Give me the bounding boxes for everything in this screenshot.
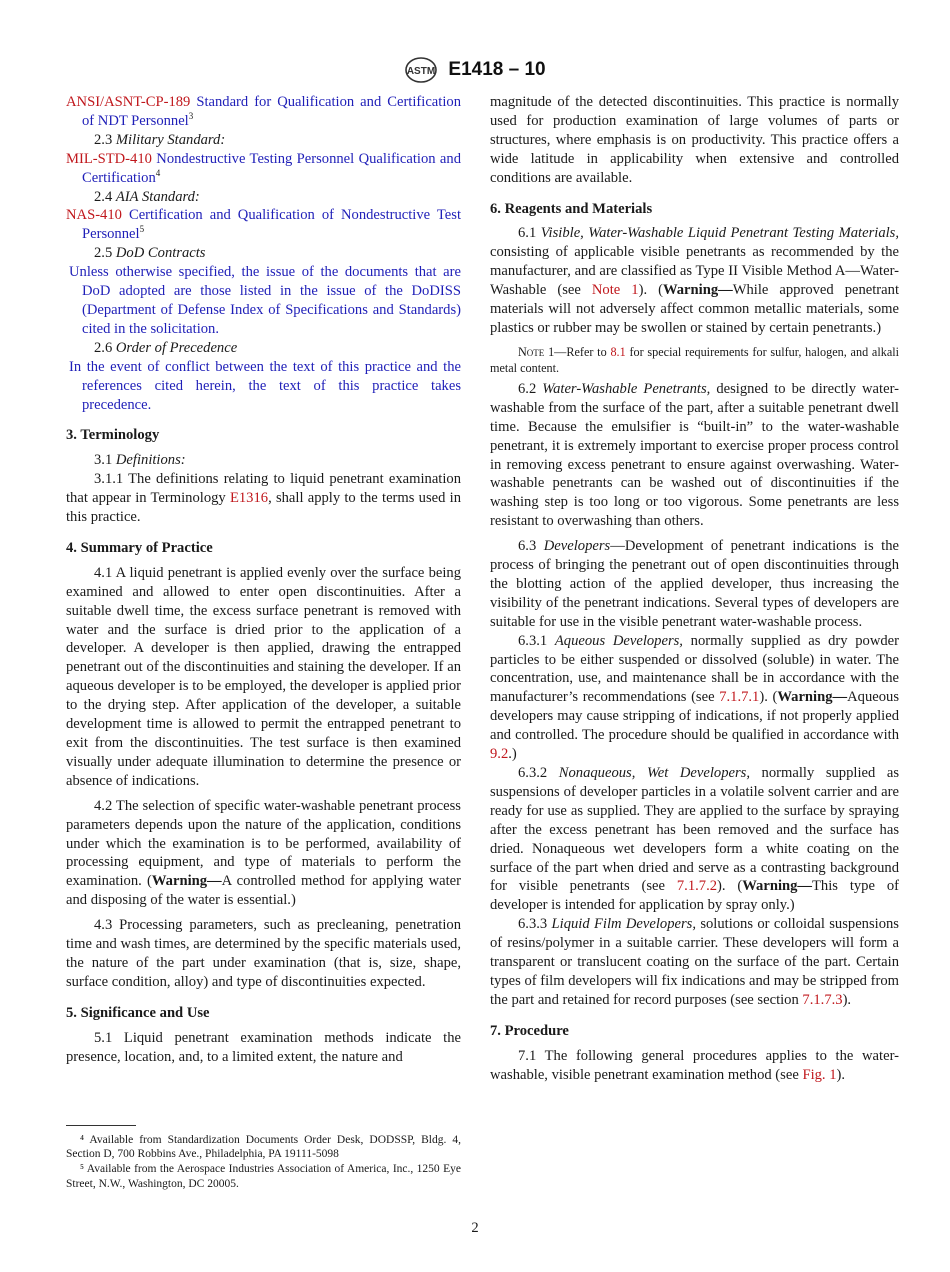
- footnotes: [66, 1133, 461, 1192]
- text-run: , shall apply to the terms used in this practice.: [66, 490, 461, 526]
- text-run: Liquid Film Developers,: [551, 916, 696, 933]
- paragraph: [66, 451, 461, 470]
- text-run: Warning—: [777, 689, 848, 706]
- text-run: 6.2: [518, 380, 543, 397]
- text-run: 2.4: [94, 188, 116, 205]
- text-run: Certification and Qualification of Nondestructive Test Personnel: [82, 207, 461, 243]
- text-run: Water-Washable Penetrants,: [542, 380, 711, 397]
- text-run: Aqueous developers may cause stripping of indications, if not properly applied and controlled. The procedure should be qualified in accordance with: [490, 689, 899, 744]
- reference-link[interactable]: NAS-410: [66, 207, 122, 224]
- text-run: ).: [842, 991, 852, 1008]
- reference-link[interactable]: Fig. 1: [802, 1066, 837, 1083]
- text-run: 3.1: [94, 452, 116, 469]
- paragraph: [66, 564, 461, 791]
- text-run: 6.3.2: [518, 765, 559, 781]
- text-run: Visible, Water-Washable Liquid Penetrant Testing Materials,: [540, 225, 899, 242]
- paragraph: [490, 537, 899, 632]
- text-run: 6.3: [518, 538, 544, 555]
- text-run: 6.3.1: [518, 632, 555, 649]
- text-run: 5. Significance and Use: [66, 1004, 210, 1021]
- paragraph: [66, 244, 461, 263]
- reference-link[interactable]: 8.1: [610, 344, 626, 359]
- text-run: magnitude of the detected discontinuities. This practice is normally used for production examination of large volumes of parts or structures, where emphasis is on productivity. This practice offers a wide latitude in applicability when extensive and controlled conditions are available.: [490, 94, 899, 186]
- paragraph: [490, 915, 899, 1010]
- page-number: 2: [471, 1220, 479, 1236]
- text-run: ). (: [759, 689, 778, 706]
- text-run: Warning—: [742, 878, 813, 895]
- text-run: 4.1 A liquid penetrant is applied evenly over the surface being examined and allowed to enter open discontinuities. After a suitable dwell time, the excess surface penetrant is removed with water and the surface is dried prior to the application of a developer. A developer is then applied, drawing the entrapped penetrant out of the discontinuities and staining the developer. If an aqueous developer is to be employed, the developer is applied prior to the drying step. After application of the developer, a suitable development time is allowed to permit the entrapped penetrant to exit from the discontinuities. The test surface is then examined visually under adequate illumination to determine the presence or absence of indications.: [66, 564, 461, 789]
- text-run: 2.6: [94, 339, 116, 356]
- paragraph: [66, 263, 461, 339]
- text-run: While approved penetrant materials will not adversely affect common metallic materials, some plastics or rubber may be swollen or stained by certain penetrants.): [490, 282, 899, 336]
- reference-link[interactable]: 7.1.7.3: [802, 991, 843, 1008]
- section-heading: [490, 200, 899, 219]
- paragraph: [490, 764, 899, 915]
- paragraph: [66, 1029, 461, 1067]
- text-run: AIA Standard:: [115, 188, 200, 205]
- paragraph: [66, 358, 461, 415]
- reference-link[interactable]: 7.1.7.1: [719, 689, 760, 706]
- text-run: Note: [518, 344, 545, 359]
- section-heading: [490, 1022, 899, 1041]
- footnote-marker: 4: [155, 167, 161, 178]
- text-run: for special requirements for sulfur, halogen, and alkali metal content.: [490, 344, 899, 375]
- text-run: A controlled method for applying water and disposing of the water is essential.): [66, 873, 461, 909]
- text-run: In the event of conflict between the text of this practice and the references cited herein, the text of this practice takes precedence.: [69, 358, 461, 413]
- text-run: consisting of applicable visible penetrants as recommended by the manufacturer, and are classified as Type II Visible Method A—Water-Washable (see: [490, 244, 899, 299]
- reference-link[interactable]: Note 1: [591, 282, 639, 299]
- text-run: .): [508, 746, 517, 763]
- section-heading: [66, 1004, 461, 1023]
- text-run: Warning—: [662, 282, 733, 299]
- paragraph: [490, 380, 899, 531]
- section-heading: [66, 539, 461, 558]
- text-run: ).: [836, 1066, 846, 1083]
- paragraph: [490, 632, 899, 764]
- paragraph: [490, 93, 899, 188]
- text-run: 6.3.3: [518, 916, 552, 933]
- text-run: solutions or colloidal suspensions of resins/polymer in a suitable carrier. These developers will form a transparent or translucent coating on the surface of the part. Certain types of film developers will fix indications and may be stripped from the part and retained for record purposes (see section: [490, 916, 899, 1008]
- text-run: 2.5: [94, 245, 116, 262]
- text-run: normally supplied as suspensions of developer particles in a volatile solvent carrier and are ready for use as supplied. They are applied to the surface by spraying after the excess penetrant has been removed and the surface has dried. Nonaqueous wet developers form a white coating on the surface of the part when dried and serve as a contrasting background for visible penetrants (see: [490, 765, 899, 895]
- text-run: Nondestructive Testing Personnel Qualification and Certification: [82, 150, 461, 186]
- text-run: 4. Summary of Practice: [66, 539, 213, 556]
- reference-link[interactable]: 7.1.7.2: [676, 878, 718, 895]
- text-run: ). (: [717, 878, 743, 895]
- text-run: ). (: [638, 282, 663, 299]
- text-run: 4.3 Processing parameters, such as precleaning, penetration time and wash times, are determined by the specific materials used, the nature of the part under examination (that is, size, shape, surface condition, alloy) and type of discontinuities expected.: [66, 917, 461, 990]
- text-run: 1—Refer to: [544, 344, 611, 359]
- paragraph: [66, 206, 461, 244]
- text-run: Aqueous Developers,: [554, 632, 683, 649]
- astm-logo-icon: [404, 56, 438, 84]
- paragraph: [66, 150, 461, 188]
- paragraph: [66, 797, 461, 910]
- paragraph: [66, 93, 461, 131]
- note: [490, 344, 899, 376]
- section-heading: [66, 426, 461, 445]
- text-run: 3. Terminology: [66, 427, 160, 444]
- reference-link[interactable]: 9.2: [490, 746, 509, 763]
- footnote-5: ⁵ Available from the Aerospace Industries Association of America, Inc., 1250 Eye Street, N.W., Washington, DC 20005.: [66, 1163, 461, 1190]
- document-id: E1418 – 10: [448, 59, 546, 80]
- text-run: Warning—: [151, 873, 222, 890]
- paragraph: [490, 224, 899, 337]
- text-run: Definitions:: [115, 452, 186, 469]
- text-run: —Development of penetrant indications is the process of bringing the penetrant out of open discontinuities through the blotting action of the applied developer, thus increasing the visibility of the penetrant indications. Several types of developers are suitable for use in the visible penetrant water-washable process.: [490, 538, 899, 630]
- text-run: 7. Procedure: [490, 1022, 569, 1039]
- text-run: 2.3: [94, 131, 116, 148]
- text-run: Developers: [543, 538, 611, 555]
- text-run: 3.1.1 The definitions relating to liquid penetrant examination that appear in Terminology: [66, 471, 461, 507]
- text-run: DoD Contracts: [115, 245, 206, 262]
- text-run: 6. Reagents and Materials: [490, 200, 653, 217]
- reference-link[interactable]: E1316: [229, 490, 269, 507]
- paragraph: [66, 188, 461, 207]
- text-run: Unless otherwise specified, the issue of the documents that are DoD adopted are those listed in the issue of the DoDISS (Department of Defense Index of Specifications and Standards) cited in the solicitation.: [69, 264, 461, 337]
- reference-link[interactable]: MIL-STD-410: [66, 150, 152, 167]
- text-run: 4.2 The selection of specific water-washable penetrant process parameters depends upon the nature of the application, conditions under which the examination is to be performed, availability of processing equipment, and type of materials to perform the examination. (: [66, 797, 461, 890]
- text-run: 7.1 The following general procedures applies to the water-washable, visible penetrant examination method (see: [490, 1047, 899, 1083]
- right-column: [490, 93, 899, 1085]
- text-run: normally supplied as dry powder particles to be either suspended or dissolved (soluble) in water. The concentration, use, and maintenance shall be in accordance with the manufacturer’s recommendations (see: [490, 632, 899, 706]
- footnote-marker: 3: [188, 111, 194, 122]
- text-run: Standard for Qualification and Certification of NDT Personnel: [82, 94, 461, 129]
- text-run: Nonaqueous, Wet Developers,: [558, 765, 750, 781]
- paragraph: [66, 131, 461, 150]
- paragraph: [490, 1047, 899, 1085]
- paragraph: [66, 916, 461, 992]
- left-column: [66, 93, 461, 1067]
- footnote-divider: [66, 1125, 136, 1126]
- footnote-marker: 5: [139, 224, 145, 235]
- footnote-4: ⁴ Available from Standardization Documents Order Desk, DODSSP, Bldg. 4, Section D, 700 Robbins Ave., Philadelphia, PA 19111-5098: [66, 1134, 461, 1161]
- text-run: 6.1: [518, 225, 541, 242]
- svg-text:ASTM: ASTM: [407, 66, 436, 77]
- page-header: [0, 56, 950, 84]
- text-run: Military Standard:: [115, 131, 226, 148]
- text-run: This type of developer is intended for application by spray only.): [490, 878, 899, 914]
- text-run: Order of Precedence: [115, 339, 238, 356]
- text-run: designed to be directly water-washable from the surface of the part, after a suitable penetrant dwell time. Because the emulsifier is “built-in” to the water-washable penetrant, it is extremely important to exercise proper process control in removing excess penetrant to ensure against overwashing. Water-washable penetrants can be washed out of discontinuities if the washing step is too long or too vigorous. Some penetrants are less resistant to overwashing than others.: [490, 380, 899, 530]
- reference-link[interactable]: ANSI/ASNT-CP-189: [66, 94, 191, 110]
- paragraph: [66, 470, 461, 527]
- text-run: 5.1 Liquid penetrant examination methods indicate the presence, location, and, to a limited extent, the nature and: [66, 1029, 461, 1065]
- paragraph: [66, 339, 461, 358]
